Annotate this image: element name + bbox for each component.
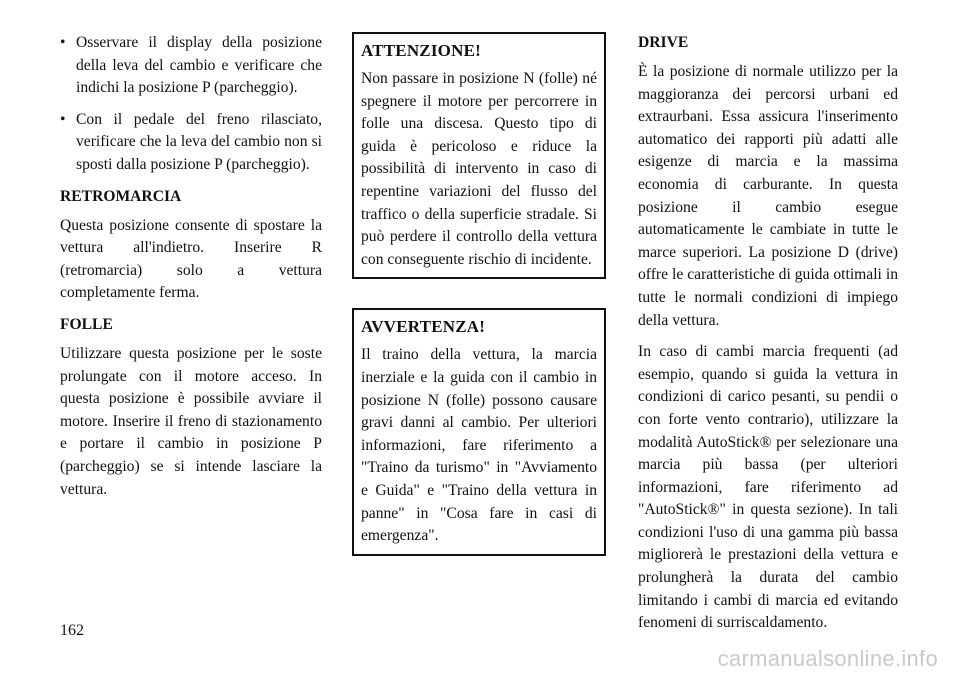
avvertenza-warning-box <box>352 308 606 555</box>
retromarcia-paragraph: Questa posizione consente di spostare la vettura all'indietro. Inserire R (retromarcia) solo a vettura completamente ferma. <box>60 216 322 302</box>
bullet-item-brake: • Con il pedale del freno rilasciato, verificare che la leva del cambio non si sposti dalla posizione P (parcheggio). <box>60 109 322 177</box>
retromarcia-heading: RETROMARCIA <box>60 187 182 205</box>
watermark: carmanualsonline.info <box>717 646 938 671</box>
attenzione-title: ATTENZIONE! <box>361 41 481 60</box>
page-number: 162 <box>60 622 84 639</box>
avvertenza-text: Il traino della vettura, la marcia inerziale e la guida con il cambio in posizione N (folle) possono causare gravi danni al cambio. Per ulteriori informazioni, fare riferimento a "Traino da turismo" in "Avviamento e Guida" e "Traino della vettura in panne" in "Cosa fare in casi di emergenza". <box>361 346 597 545</box>
middle-column <box>352 32 606 585</box>
left-column <box>60 32 322 510</box>
drive-paragraph: È la posizione di normale utilizzo per la maggioranza dei percorsi urbani ed extraurbani. Essa assicura l'inserimento automatico dei rapporti più adatti alle esigenze di marcia e la massima economia di carburante. In questa posizione il cambio esegue automaticamente le cambiate in tutte le marce superiori. La posizione D (drive) offre le caratteristiche di guida ottimali in tutte le normali condizioni di impiego della vettura. <box>638 63 898 329</box>
check-list <box>60 32 322 177</box>
avvertenza-title: AVVERTENZA! <box>361 317 486 337</box>
drive-heading: DRIVE <box>638 34 689 51</box>
bullet-item-display: • Osservare il display della posizione della leva del cambio e verificare che indichi la posizione P (parcheggio). <box>60 32 322 100</box>
attenzione-text: Non passare in posizione N (folle) né spegnere il motore per percorrere in folle una discesa. Questo tipo di guida è pericoloso e riduce la possibilità di intervento in caso di repentine variazioni del flusso del traffico o della superficie stradale. Si può perdere il controllo della vettura con conseguente rischio di incidente. <box>361 70 597 268</box>
drive-paragraph-autostick: In caso di cambi marcia frequenti (ad esempio, quando si guida la vettura in condizioni di carico pesanti, su pendii o con forte vento contrario), utilizzare la modalità AutoStick® per selezionare una marcia più bassa (per ulteriori informazioni, fare riferimento ad "AutoStick®" in questa sezione). In tali condizioni l'uso di una gamma più bassa migliorerà le prestazioni della vettura e prolungherà la durata del cambio limitando i cambi di marcia ed evitando fenomeni di surriscaldamento. <box>638 343 898 632</box>
folle-paragraph: Utilizzare questa posizione per le soste prolungate con il motore acceso. In questa posizione è possibile avviare il motore. Inserire il freno di stazionamento e portare il cambio in posizione P (parcheggio) se si intende lasciare la vettura. <box>60 344 322 498</box>
folle-heading: FOLLE <box>60 315 113 333</box>
attenzione-warning-box <box>352 32 606 279</box>
right-column <box>638 32 898 644</box>
